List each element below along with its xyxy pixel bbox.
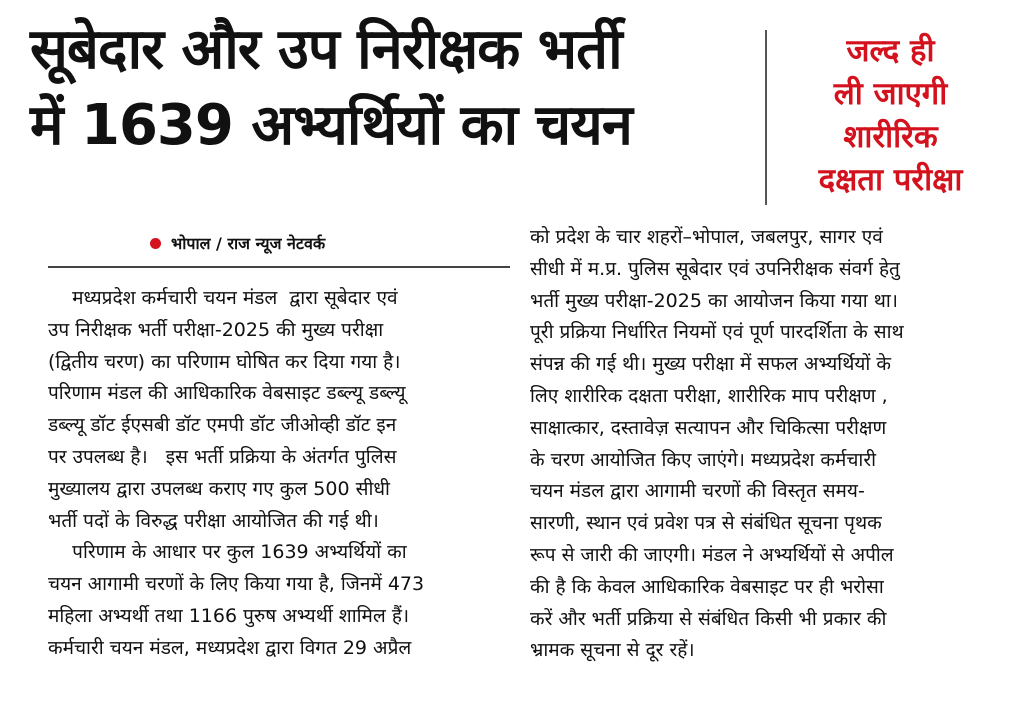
column-2-line: करें और भर्ती प्रक्रिया से संबंधित किसी भी प्रकार की (530, 607, 887, 630)
sidebar-line-2: ली जाएगी (833, 76, 948, 112)
horizontal-divider (48, 266, 510, 268)
column-2-line: सीधी में म.प्र. पुलिस सूबेदार एवं उपनिरीक्षक संवर्ग हेतु (530, 257, 900, 280)
column-1-line: परिणाम के आधार पर कुल 1639 अभ्यर्थियों का (48, 541, 407, 564)
column-2-line: पूरी प्रक्रिया निर्धारित नियमों एवं पूर्ण पारदर्शिता के साथ (530, 321, 904, 344)
column-1-line: कर्मचारी चयन मंडल, मध्यप्रदेश द्वारा विगत 29 अप्रैल (48, 636, 412, 659)
column-2-line: के चरण आयोजित किए जाएंगे। मध्यप्रदेश कर्मचारी (530, 448, 877, 471)
column-2-line: भ्रामक सूचना से दूर रहें। (530, 639, 695, 662)
sidebar-callout (778, 30, 1003, 202)
column-1-line: महिला अभ्यर्थी तथा 1166 पुरुष अभ्यर्थी शामिल हैं। (48, 604, 410, 627)
article-column-1 (48, 283, 510, 665)
column-2-line: की है कि केवल आधिकारिक वेबसाइट पर ही भरोसा (530, 575, 884, 598)
column-2-line: संपन्न की गई थी। मुख्य परीक्षा में सफल अभ्यर्थियों के (530, 353, 891, 376)
column-1-line: पर उपलब्ध है। इस भर्ती प्रक्रिया के अंतर्गत पुलिस (48, 445, 397, 468)
column-2-line: रूप से जारी की जाएगी। मंडल ने अभ्यर्थियों से अपील (530, 543, 894, 566)
column-1-line: मध्यप्रदेश कर्मचारी चयन मंडल द्वारा सूबेदार एवं (48, 287, 398, 309)
column-1-line: मुख्यालय द्वारा उपलब्ध कराए गए कुल 500 सीधी (48, 477, 390, 500)
vertical-divider (765, 30, 767, 205)
column-2-line: चयन मंडल द्वारा आगामी चरणों की विस्तृत समय- (530, 480, 865, 503)
column-1-line: उप निरीक्षक भर्ती परीक्षा-2025 की मुख्य परीक्षा (48, 318, 384, 341)
sidebar-line-1: जल्द ही (846, 33, 935, 69)
column-1-line: डब्ल्यू डॉट ईएसबी डॉट एमपी डॉट जीओव्ही डॉट इन (48, 414, 397, 437)
headline (30, 12, 750, 164)
column-1-line: चयन आगामी चरणों के लिए किया गया है, जिनमें 473 (48, 573, 425, 596)
column-1-line: परिणाम मंडल की आधिकारिक वेबसाइट डब्ल्यू डब्ल्यू (48, 382, 406, 405)
column-2-line: भर्ती मुख्य परीक्षा-2025 का आयोजन किया गया था। (530, 289, 898, 312)
headline-line-2: में 1639 अभ्यर्थियों का चयन (30, 93, 632, 158)
column-2-line: को प्रदेश के चार शहरों–भोपाल, जबलपुर, सागर एवं (530, 226, 883, 248)
column-1-line: भर्ती पदों के विरुद्ध परीक्षा आयोजित की गई थी। (48, 509, 379, 532)
byline-text: भोपाल / राज न्यूज नेटवर्क (171, 234, 326, 253)
sidebar-line-3: शारीरिक (843, 119, 938, 155)
headline-line-1: सूबेदार और उप निरीक्षक भर्ती (30, 17, 622, 82)
article-column-2 (530, 222, 985, 667)
bullet-dot-icon (150, 238, 161, 249)
sidebar-line-4: दक्षता परीक्षा (818, 162, 963, 198)
column-1-line: (द्वितीय चरण) का परिणाम घोषित कर दिया गया है। (48, 350, 401, 373)
column-2-line: सारणी, स्थान एवं प्रवेश पत्र से संबंधित सूचना पृथक (530, 512, 882, 535)
column-2-line: साक्षात्कार, दस्तावेज़ सत्यापन और चिकित्सा परीक्षण (530, 416, 887, 439)
column-2-line: लिए शारीरिक दक्षता परीक्षा, शारीरिक माप परीक्षण , (530, 384, 888, 407)
byline (150, 232, 325, 254)
